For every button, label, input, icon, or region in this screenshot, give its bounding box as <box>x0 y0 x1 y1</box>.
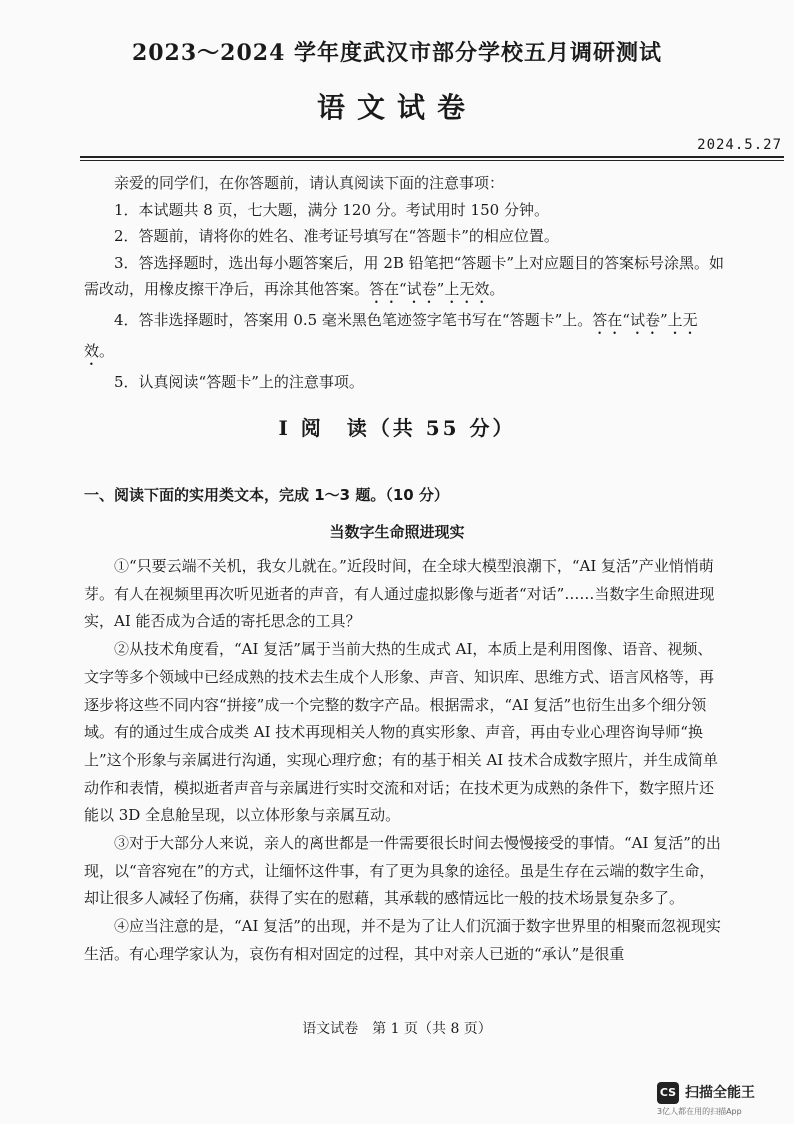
header-rule <box>80 156 784 158</box>
header-rule-thin <box>80 160 784 161</box>
instruction-3-text: 3．答选择题时，选出每小题答案后，用 2B 铅笔把“答题卡”上对应题目的答案标号涂黑。如需改动，用橡皮擦干净后，再涂其他答案。 <box>84 253 724 298</box>
article-paragraph-1: ①“只要云端不关机，我女儿就在。”近段时间，在全球大模型浪潮下，“AI 复活”产业悄悄萌芽。有人在视频里再次听见逝者的声音，有人通过虚拟影像与逝者“对话”……当数字生命照进现实，AI 能否成为合适的寄托思念的工具？ <box>84 557 715 631</box>
article-title: 当数字生命照进现实 <box>329 523 465 541</box>
article-paragraph-3: ③对于大部分人来说，亲人的离世都是一件需要很长时间去慢慢接受的事情。“AI 复活”的出现，以“音容宛在”的方式，让缅怀这件事，有了更为具象的途径。虽是生存在云端的数字生命，却让很多人减轻了伤痛，获得了实在的慰藉，其承载的感情远比一般的技术场景复杂多了。 <box>84 834 721 908</box>
article-paragraph-4: ④应当注意的是，“AI 复活”的出现，并不是为了让人们沉湎于数字世界里的相聚而忽视现实生活。有心理学家认为，哀伤有相对固定的过程，其中对亲人已逝的“承认”是很重 <box>84 917 721 963</box>
instruction-5: 5．认真阅读“答题卡”上的注意事项。 <box>114 373 364 391</box>
watermark-app-name: 扫描全能王 <box>685 1085 755 1101</box>
scanner-watermark <box>657 1080 782 1116</box>
page-footer: 语文试卷 第 1 页（共 8 页） <box>302 1021 492 1037</box>
instruction-4 <box>84 307 724 369</box>
instruction-3-emphasis: 答在“试卷”上无效。 <box>369 280 505 298</box>
exam-date: 2024.5.27 <box>697 137 782 153</box>
instruction-1: 1．本试题共 8 页，七大题，满分 120 分。考试用时 150 分钟。 <box>114 200 549 219</box>
question-1-prompt: 一、阅读下面的实用类文本，完成 1～3 题。（10 分） <box>84 486 449 504</box>
instruction-3 <box>84 250 724 308</box>
instruction-4-emphasis: 答在“试卷”上无效。 <box>84 311 698 360</box>
exam-title: 2023～2024 学年度武汉市部分学校五月调研测试 <box>131 40 663 66</box>
article-body <box>84 553 724 969</box>
instructions-intro: 亲爱的同学们，在你答题前，请认真阅读下面的注意事项： <box>114 174 505 192</box>
instruction-4-text: 4．答非选择题时，答案用 0.5 毫米黑色笔迹签字笔书写在“答题卡”上。 <box>114 311 593 329</box>
instruction-2: 2．答题前，请将你的姓名、准考证号填写在“答题卡”的相应位置。 <box>114 227 559 245</box>
section-heading: Ⅰ 阅 读（共 55 分） <box>278 416 516 440</box>
instructions <box>84 170 724 396</box>
camscanner-logo-icon: CS <box>657 1082 679 1104</box>
exam-subject: 语文试卷 <box>316 91 477 124</box>
watermark-tagline: 3亿人都在用的扫描App <box>657 1107 742 1116</box>
article-paragraph-2: ②从技术角度看，“AI 复活”属于当前大热的生成式 AI，本质上是利用图像、语音、视频、文字等多个领域中已经成熟的技术去生成个人形象、声音、知识库、思维方式、语言风格等，再逐步将这些不同内容“拼接”成一个完整的数字产品。根据需求，“AI 复活”也衍生出多个细分领域。有的通过生成合成类 AI 技术再现相关人物的真实形象、声音，再由专业心理咨询导师“换上”这个形象与亲属进行沟通，实现心理疗愈；有的基于相关 AI 技术合成数字照片，并生成简单动作和表情，模拟逝者声音与亲属进行实时交流和对话；在技术更为成熟的条件下，数字照片还能以 3D 全息舱呈现，以立体形象与亲属互动。 <box>84 640 718 825</box>
